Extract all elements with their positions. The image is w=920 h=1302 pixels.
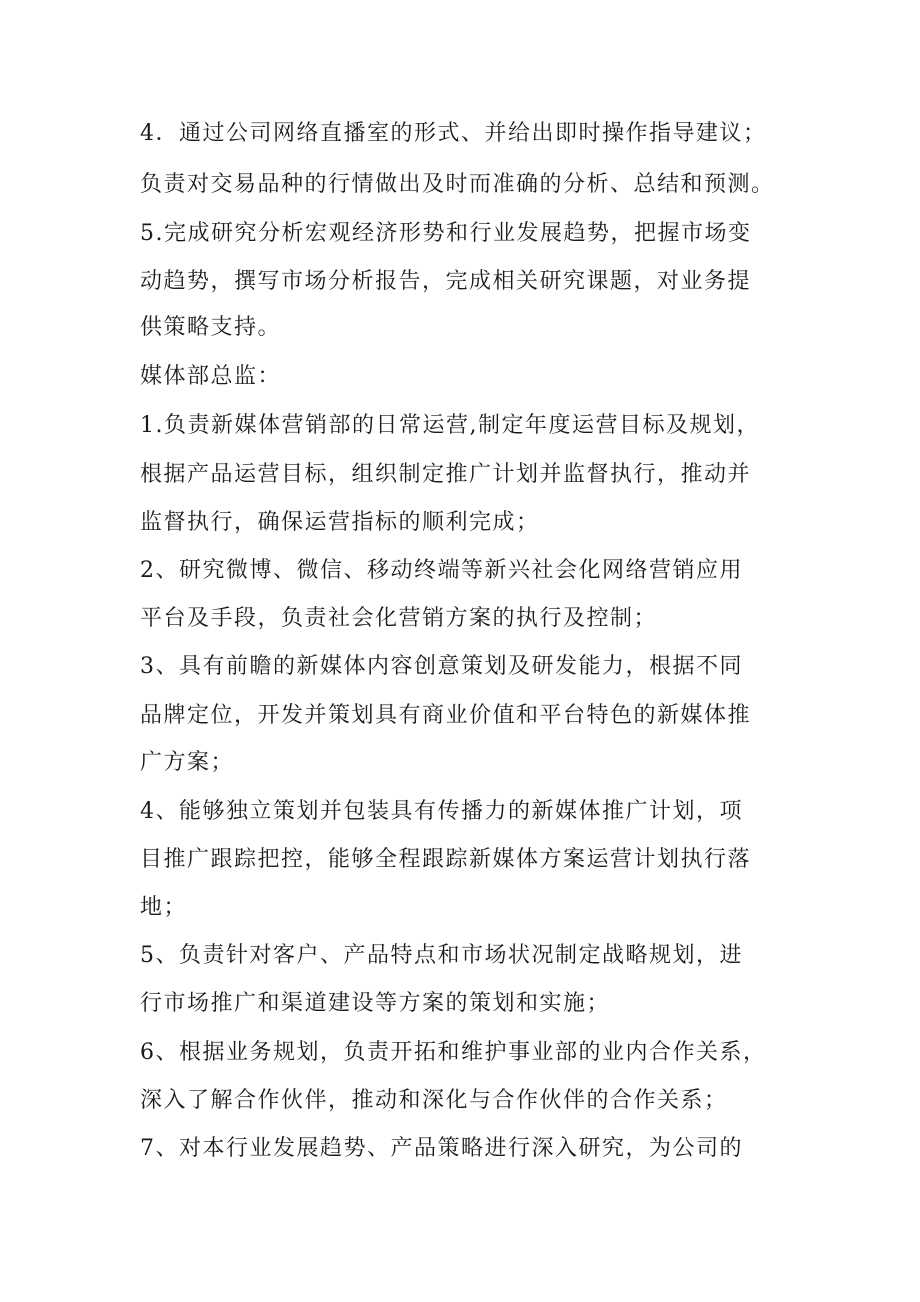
text-line: 4．通过公司网络直播室的形式、并给出即时操作指导建议； [140, 121, 767, 146]
text-line: 6、根据业务规划，负责开拓和维护事业部的业内合作关系， [140, 1040, 767, 1065]
section-heading: 媒体部总监： [140, 364, 282, 389]
text-line: 目推广跟踪把控，能够全程跟踪新媒体方案运营计划执行落 [140, 847, 752, 872]
text-line: 监督执行，确保运营指标的顺利完成； [140, 510, 540, 535]
text-line: 品牌定位，开发并策划具有商业价值和平台特色的新媒体推 [140, 703, 752, 728]
text-line: 动趋势，撰写市场分析报告，完成相关研究课题，对业务提 [140, 269, 752, 294]
text-line: 负责对交易品种的行情做出及时而准确的分析、总结和预测。 [140, 172, 775, 197]
text-line: 深入了解合作伙伴，推动和深化与合作伙伴的合作关系； [140, 1088, 728, 1113]
text-line: 平台及手段，负责社会化营销方案的执行及控制； [140, 606, 658, 631]
text-line: 5、负责针对客户、产品特点和市场状况制定战略规划，进 [140, 943, 743, 968]
text-line: 根据产品运营目标，组织制定推广计划并监督执行，推动并 [140, 462, 752, 487]
text-line: 行市场推广和渠道建设等方案的策划和实施； [140, 991, 611, 1016]
text-line: 5.完成研究分析宏观经济形势和行业发展趋势，把握市场变 [140, 221, 752, 246]
text-line: 2、研究微博、微信、移动终端等新兴社会化网络营销应用 [140, 558, 743, 583]
text-line: 1.负责新媒体营销部的日常运营,制定年度运营目标及规划， [140, 413, 760, 438]
text-line: 广方案； [140, 750, 235, 775]
text-line: 3、具有前瞻的新媒体内容创意策划及研发能力，根据不同 [140, 654, 743, 679]
text-line: 4、能够独立策划并包装具有传播力的新媒体推广计划，项 [140, 799, 743, 824]
text-line: 地； [140, 895, 188, 920]
text-line: 供策略支持。 [140, 315, 282, 340]
text-line: 7、对本行业发展趋势、产品策略进行深入研究，为公司的 [140, 1136, 743, 1161]
